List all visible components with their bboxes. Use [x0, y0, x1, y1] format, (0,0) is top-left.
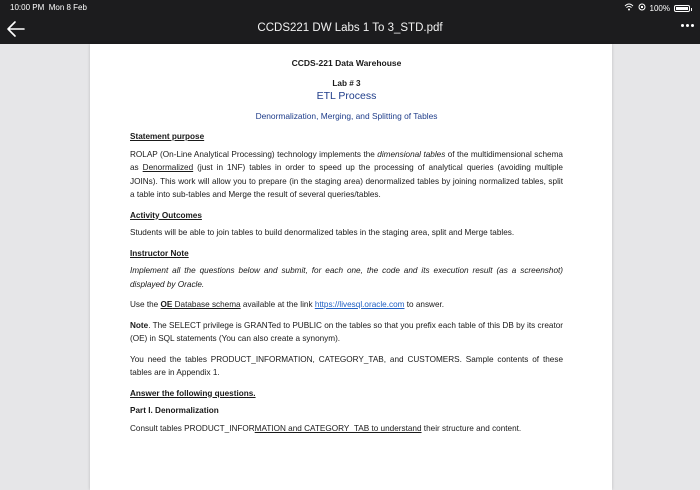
text-run: Use the	[130, 300, 161, 309]
text-run: of the multidimensional schema as	[130, 149, 563, 172]
statement-purpose-heading: Statement purpose	[130, 132, 205, 141]
instructor-note-text	[130, 264, 563, 291]
orientation-lock-icon	[638, 3, 646, 13]
more-options-button[interactable]	[681, 24, 694, 27]
text-run-bold: OE	[160, 300, 173, 309]
answer-heading: Answer the following questions.	[130, 388, 256, 398]
text-run: their structure and content.	[421, 423, 522, 433]
text-run: (just in 1NF) tables in order to speed up the processing of analytical queries (avoiding multiple JOINs). This work will allow you to prepare (in the staging area) denormalized tables by joining normalized tables, split a table into sub-tables and Merge the result of several queries/tables.	[130, 163, 563, 199]
text-run: . The SELECT privilege is GRANTed to PUBLIC on the tables so that you prefix each table of this DB by its creator (OE) in SQL statements (You can also create a synonym).	[130, 320, 563, 343]
activity-outcomes-text: Students will be able to join tables to build denormalized tables in the staging area, split and Merge tables.	[130, 228, 515, 237]
schema-link-text	[130, 298, 563, 312]
note-text	[130, 319, 563, 346]
nav-bar	[0, 14, 700, 44]
text-run: to answer.	[404, 300, 445, 309]
battery-icon	[674, 5, 690, 12]
tables-text: You need the tables PRODUCT_INFORMATION, CATEGORY_TAB, and CUSTOMERS. Sample contents of these tables are in Appendix 1.	[130, 354, 563, 377]
note-label: Note	[130, 320, 149, 330]
status-time	[10, 3, 87, 12]
livesql-link[interactable]: https://livesql.oracle.com	[314, 300, 405, 309]
lab-title: ETL Process	[316, 90, 377, 102]
text-run: ROLAP (On-Line Analytical Processing) technology implements the	[130, 149, 378, 159]
dot-icon	[691, 24, 694, 27]
text-run: available at the link	[240, 300, 315, 309]
status-right	[624, 3, 690, 13]
text-run-underlined: MATION and CATEGORY_TAB to understand	[254, 423, 422, 433]
consult-text	[130, 422, 563, 436]
lab-number: Lab # 3	[332, 78, 361, 88]
time-text: 10:00 PM	[10, 3, 45, 12]
course-title: CCDS-221 Data Warehouse	[291, 58, 402, 68]
text-run-italic: Implement all the questions below and submit, for each one, the code and its execution result (as a screenshot) displayed by Oracle.	[130, 266, 563, 289]
part-heading: Part I. Denormalization	[130, 406, 219, 415]
page-content	[130, 57, 563, 435]
status-bar	[0, 0, 700, 14]
instructor-note-heading: Instructor Note	[130, 248, 189, 258]
dot-icon	[681, 24, 684, 27]
battery-percent: 100%	[649, 3, 670, 13]
document-title: CCDS221 DW Labs 1 To 3_STD.pdf	[257, 22, 443, 34]
date-text: Mon 8 Feb	[48, 3, 87, 12]
dot-icon	[686, 24, 689, 27]
lab-subtitle: Denormalization, Merging, and Splitting of Tables	[255, 110, 438, 121]
activity-outcomes-heading: Activity Outcomes	[130, 210, 202, 220]
text-run-underlined: Denormalized	[142, 163, 194, 172]
statement-purpose-text	[130, 148, 563, 202]
wifi-icon	[624, 3, 634, 13]
text-run: Consult tables PRODUCT_INFOR	[130, 423, 255, 433]
text-run-italic: dimensional tables	[377, 149, 446, 159]
text-run-underlined: Database schema	[172, 300, 241, 309]
pdf-page[interactable]	[90, 44, 612, 490]
